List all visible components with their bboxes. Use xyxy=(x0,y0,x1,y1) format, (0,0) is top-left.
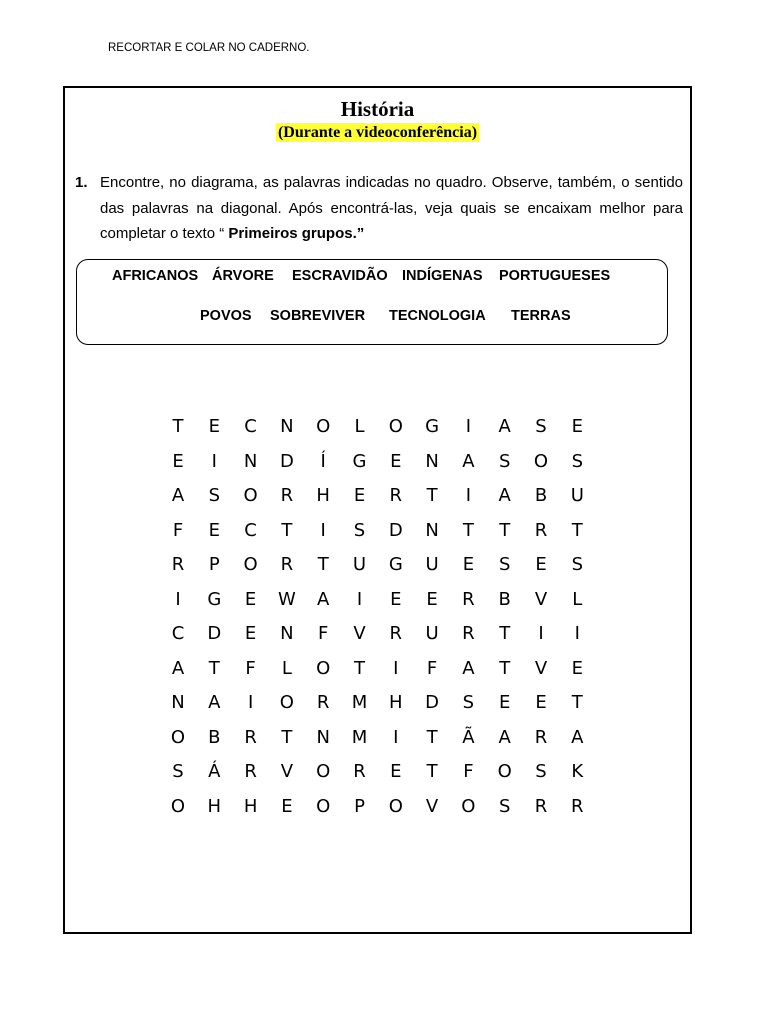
grid-letter: E xyxy=(244,588,257,610)
grid-letter: I xyxy=(574,623,580,644)
word-item: ESCRAVIDÃO xyxy=(292,268,388,284)
grid-letter: R xyxy=(171,554,185,575)
grid-letter: E xyxy=(462,554,475,575)
grid-letter: Ã xyxy=(462,726,475,748)
grid-letter: R xyxy=(534,726,548,748)
page-title: História xyxy=(340,97,415,121)
grid-letter: I xyxy=(393,657,399,679)
grid-letter: E xyxy=(571,657,583,679)
grid-letter: N xyxy=(280,416,294,437)
grid-letter: T xyxy=(499,519,511,541)
grid-letter: H xyxy=(243,795,258,817)
grid-letter: R xyxy=(534,795,548,817)
grid-letter: S xyxy=(498,795,511,817)
grid-letter: I xyxy=(320,519,326,541)
question-text-bold: Primeiros grupos. xyxy=(228,225,357,242)
grid-letter: F xyxy=(245,657,256,679)
grid-letter: H xyxy=(316,485,330,506)
grid-letter: F xyxy=(426,657,438,679)
grid-letter: U xyxy=(425,554,439,575)
grid-letter: O xyxy=(316,795,331,817)
grid-letter: O xyxy=(388,416,403,437)
grid-letter: C xyxy=(171,623,185,644)
grid-letter: N xyxy=(425,519,439,541)
grid-letter: C xyxy=(244,416,257,437)
grid-letter: O xyxy=(316,657,331,679)
grid-letter: N xyxy=(171,692,185,713)
grid-letter: T xyxy=(281,519,293,541)
grid-letter: U xyxy=(352,554,367,575)
grid-letter: T xyxy=(281,726,293,748)
grid-letter: S xyxy=(498,554,511,575)
grid-letter: E xyxy=(353,485,366,506)
grid-letter: T xyxy=(172,416,184,437)
grid-letter: F xyxy=(318,623,329,644)
grid-letter: I xyxy=(175,588,181,610)
grid-letter: I xyxy=(247,692,254,713)
grid-letter: S xyxy=(208,485,221,506)
grid-letter: V xyxy=(534,588,548,610)
grid-letter: O xyxy=(243,485,258,506)
grid-letter: P xyxy=(354,795,365,817)
grid-letter: S xyxy=(571,450,584,472)
grid-letter: Á xyxy=(208,761,221,782)
word-search-grid xyxy=(65,88,690,932)
grid-letter: G xyxy=(388,554,403,575)
grid-letter: A xyxy=(171,485,185,506)
grid-letter: R xyxy=(353,761,366,782)
grid-letter: S xyxy=(571,554,584,575)
grid-letter: B xyxy=(534,485,548,506)
word-item: SOBREVIVER xyxy=(270,308,366,324)
grid-letter: M xyxy=(351,692,368,713)
grid-letter: E xyxy=(172,450,184,472)
grid-letter: Í xyxy=(320,450,326,472)
grid-letter: H xyxy=(389,692,403,713)
grid-letter: G xyxy=(207,588,222,610)
grid-letter: R xyxy=(280,554,294,575)
grid-letter: M xyxy=(351,726,368,748)
question-number: 1. xyxy=(75,174,88,191)
grid-letter: B xyxy=(498,588,511,610)
grid-letter: S xyxy=(353,519,366,541)
grid-letter: N xyxy=(425,450,439,472)
grid-letter: A xyxy=(208,692,221,713)
grid-letter: E xyxy=(390,450,402,472)
grid-letter: G xyxy=(352,450,367,472)
grid-letter: R xyxy=(244,726,257,748)
grid-letter: V xyxy=(280,761,294,782)
grid-letter: R xyxy=(316,692,330,713)
grid-letter: O xyxy=(243,554,258,575)
word-item: INDÍGENAS xyxy=(402,268,483,284)
grid-letter: N xyxy=(280,623,294,644)
grid-letter: A xyxy=(498,485,511,506)
grid-letter: N xyxy=(243,450,258,472)
grid-letter: D xyxy=(388,519,403,541)
grid-letter: K xyxy=(571,761,584,782)
grid-letter: E xyxy=(390,761,402,782)
grid-letter: E xyxy=(571,416,583,437)
word-item: AFRICANOS xyxy=(112,268,199,284)
grid-letter: W xyxy=(277,588,296,610)
grid-letter: O xyxy=(316,761,331,782)
grid-letter: E xyxy=(208,519,220,541)
grid-letter: R xyxy=(244,761,257,782)
grid-letter: S xyxy=(172,761,184,782)
grid-letter: I xyxy=(465,416,472,437)
grid-letter: R xyxy=(571,795,584,817)
grid-letter: E xyxy=(208,416,220,437)
grid-letter: I xyxy=(211,450,217,472)
grid-letter: C xyxy=(244,519,257,541)
grid-letter: T xyxy=(208,657,220,679)
grid-letter: A xyxy=(571,726,584,748)
grid-letter: D xyxy=(207,623,222,644)
grid-letter: F xyxy=(463,761,474,782)
grid-letter: V xyxy=(353,623,366,644)
grid-letter: S xyxy=(498,450,511,472)
grid-letter: V xyxy=(425,795,439,817)
grid-letter: R xyxy=(389,485,403,506)
grid-letter: L xyxy=(354,416,365,437)
grid-letter: E xyxy=(244,623,257,644)
grid-letter: R xyxy=(534,519,548,541)
grid-letter: U xyxy=(425,623,439,644)
grid-letter: E xyxy=(499,692,511,713)
question-text-main: Encontre, no diagrama, as palavras indicadas no quadro. Observe, também, o sentido das palavras na diagonal. Após encontrá-las, veja quais se encaixam melhor para completar o texto “ xyxy=(100,174,683,242)
grid-letter: D xyxy=(279,450,294,472)
grid-letter: T xyxy=(571,519,583,541)
grid-letter: U xyxy=(570,485,584,506)
grid-letter: I xyxy=(393,726,399,748)
grid-letter: S xyxy=(535,416,547,437)
grid-letter: A xyxy=(498,416,511,437)
word-item: POVOS xyxy=(200,308,252,324)
word-item: TERRAS xyxy=(511,308,571,324)
grid-letter: I xyxy=(465,485,472,506)
grid-letter: T xyxy=(571,692,583,713)
grid-letter: T xyxy=(317,554,329,575)
grid-letter: T xyxy=(426,485,438,506)
question-text-end: ” xyxy=(356,225,365,242)
grid-letter: L xyxy=(572,588,583,610)
grid-letter: R xyxy=(389,623,403,644)
grid-letter: B xyxy=(208,726,221,748)
grid-letter: H xyxy=(207,795,222,817)
grid-letter: O xyxy=(170,795,186,817)
grid-letter: E xyxy=(535,554,547,575)
grid-letter: P xyxy=(208,554,220,575)
grid-letter: A xyxy=(462,657,475,679)
grid-letter: D xyxy=(425,692,440,713)
word-item: PORTUGUESES xyxy=(499,268,611,284)
grid-letter: E xyxy=(281,795,293,817)
grid-letter: R xyxy=(462,623,475,644)
grid-letter: O xyxy=(461,795,476,817)
word-item: TECNOLOGIA xyxy=(389,308,486,324)
grid-letter: T xyxy=(462,519,474,541)
grid-letter: E xyxy=(390,588,402,610)
grid-letter: T xyxy=(499,623,511,644)
grid-letter: V xyxy=(534,657,548,679)
grid-letter: A xyxy=(317,588,330,610)
grid-letter: I xyxy=(356,588,363,610)
word-item: ÁRVORE xyxy=(212,268,274,284)
grid-letter: O xyxy=(497,761,512,782)
worksheet-frame xyxy=(63,86,692,934)
grid-letter: S xyxy=(535,761,547,782)
grid-letter: S xyxy=(462,692,475,713)
grid-letter: O xyxy=(533,450,549,472)
grid-letter: F xyxy=(172,519,184,541)
grid-letter: N xyxy=(316,726,330,748)
grid-letter: T xyxy=(354,657,365,679)
grid-letter: O xyxy=(316,416,331,437)
grid-letter: T xyxy=(426,761,438,782)
grid-letter: R xyxy=(462,588,475,610)
grid-letter: O xyxy=(170,726,186,748)
grid-letter: O xyxy=(388,795,403,817)
grid-letter: E xyxy=(535,692,547,713)
grid-letter: R xyxy=(280,485,294,506)
grid-letter: A xyxy=(171,657,185,679)
grid-letter: L xyxy=(281,657,292,679)
grid-letter: A xyxy=(462,450,475,472)
page-subtitle: (Durante a videoconferência) xyxy=(277,124,478,141)
grid-letter: G xyxy=(425,416,440,437)
grid-letter: I xyxy=(538,623,544,644)
grid-letter: T xyxy=(499,657,511,679)
grid-letter: E xyxy=(426,588,438,610)
grid-letter: T xyxy=(426,726,438,748)
grid-letter: O xyxy=(279,692,294,713)
instruction-note: RECORTAR E COLAR NO CADERNO. xyxy=(108,42,310,54)
grid-letter: A xyxy=(498,726,511,748)
